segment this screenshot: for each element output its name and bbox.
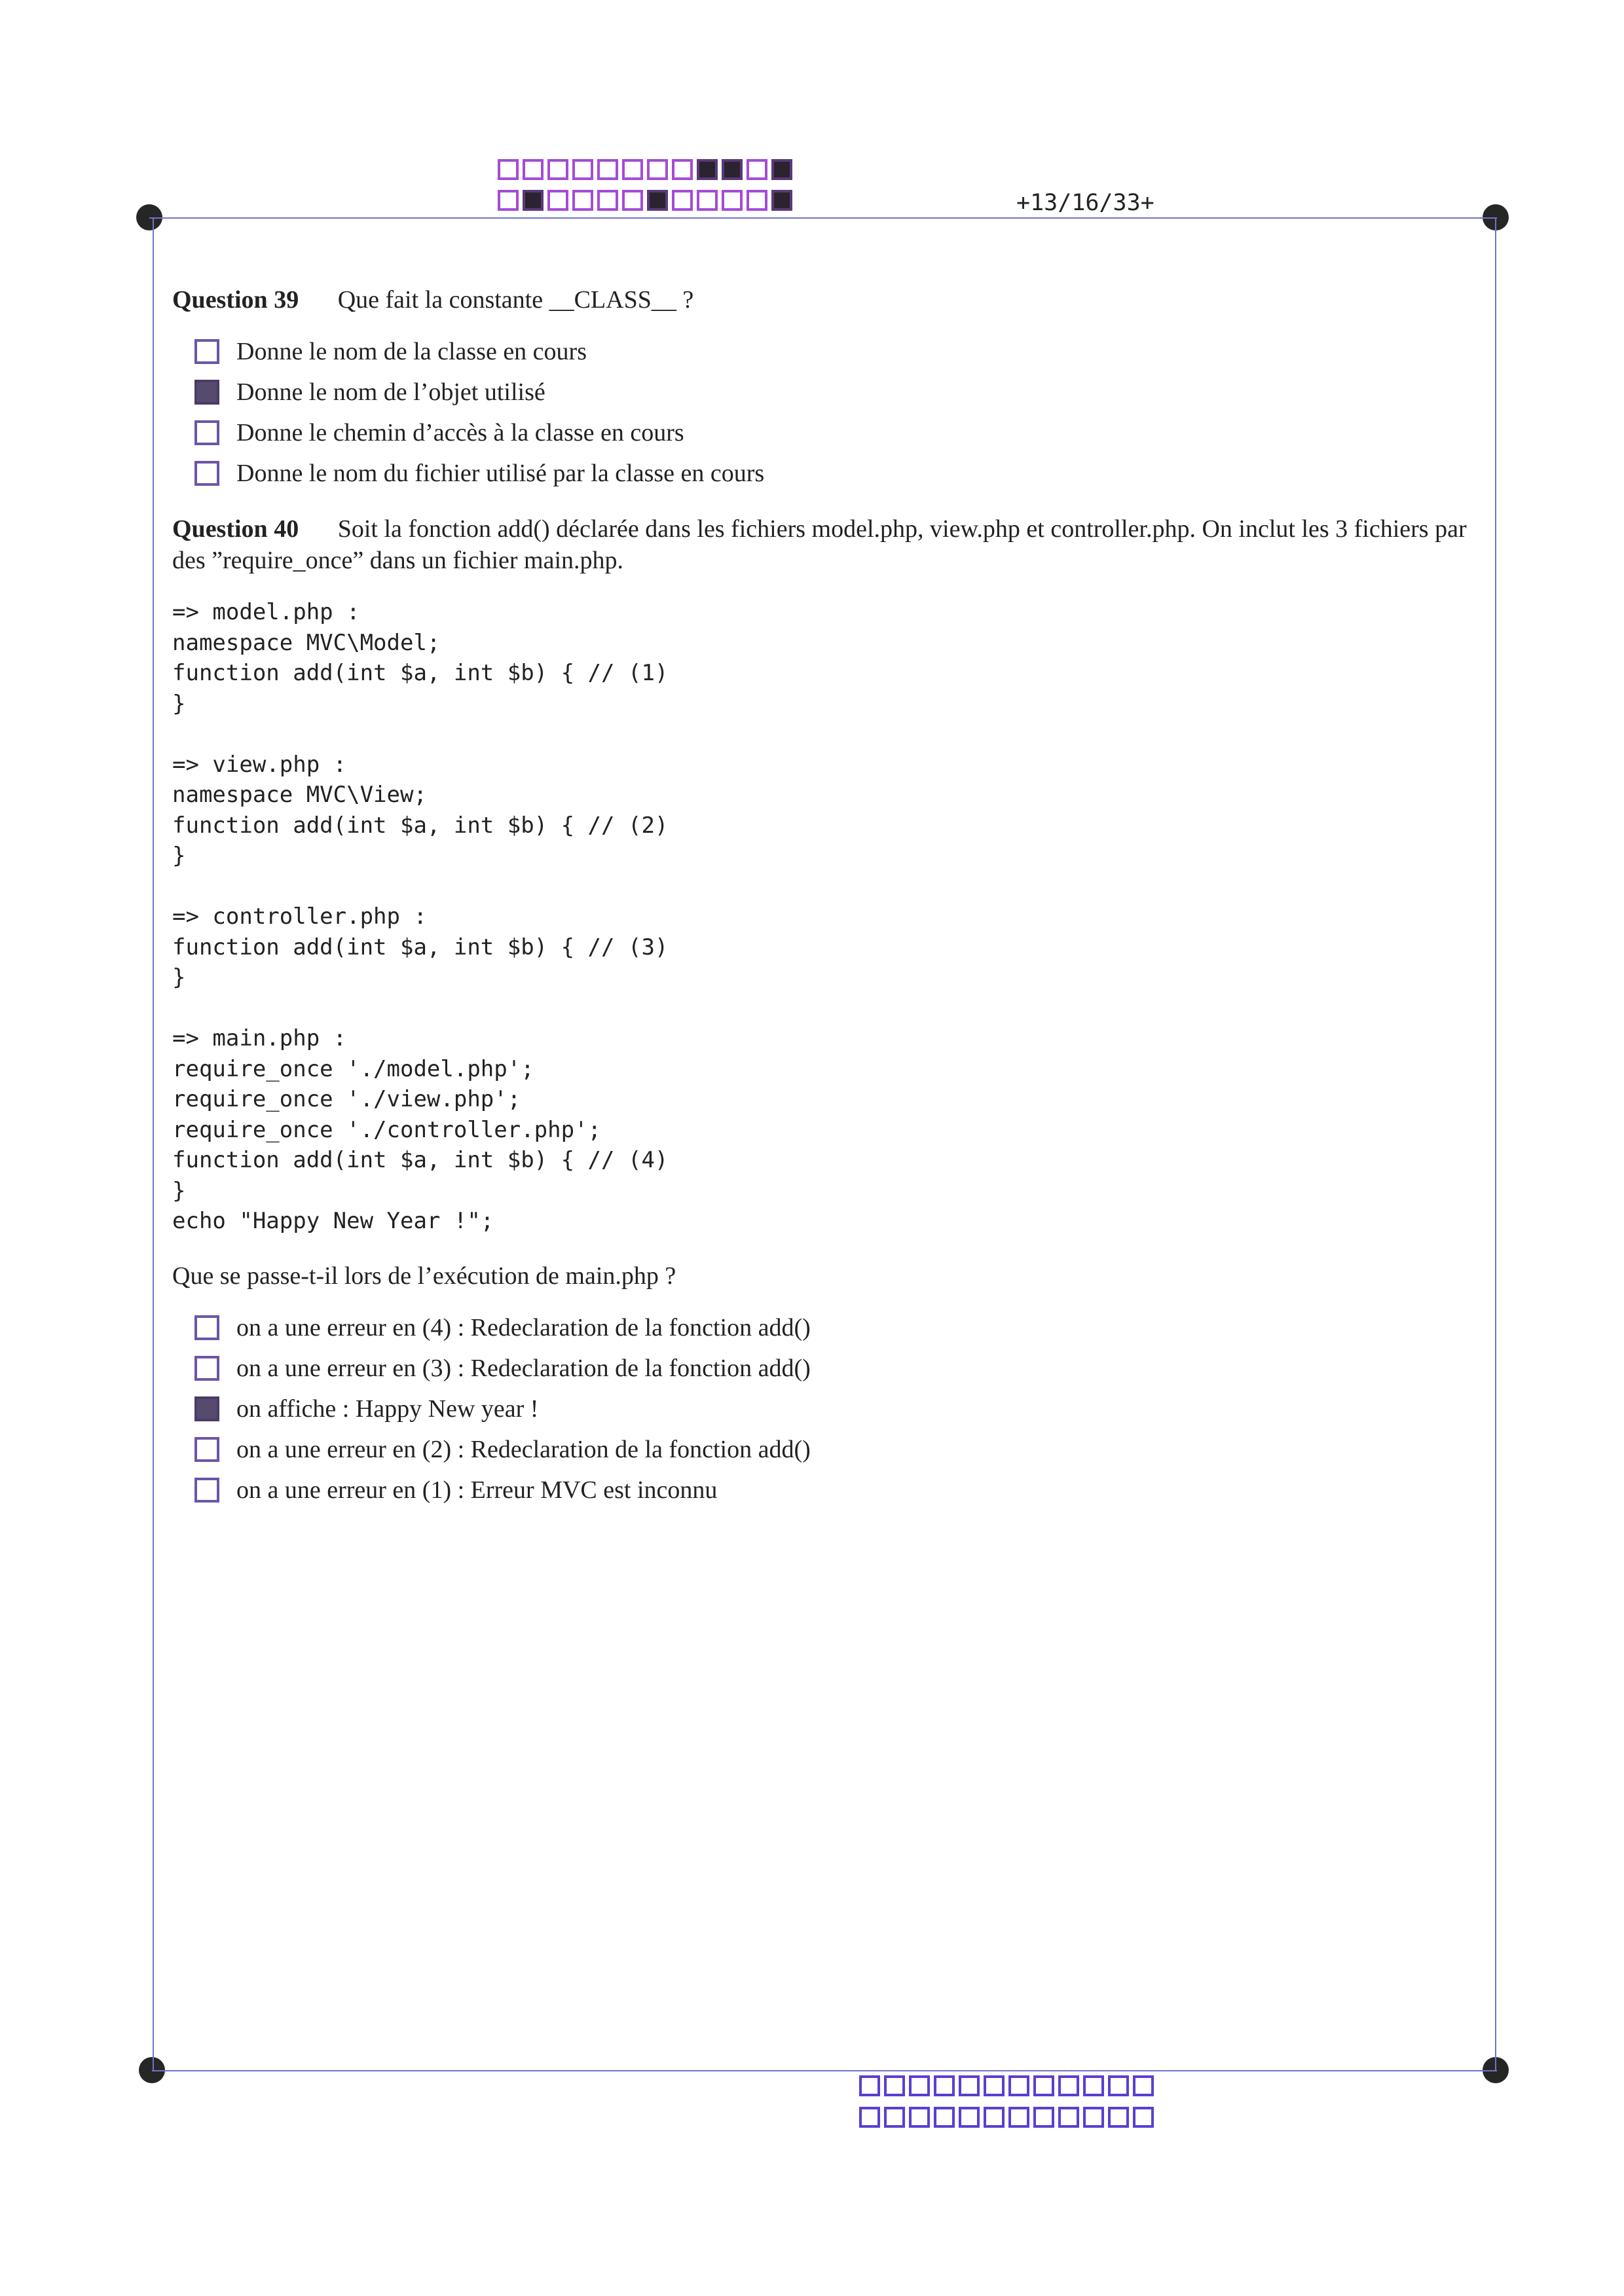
q40-checkbox-4[interactable]	[194, 1437, 219, 1462]
q40-checkbox-3[interactable]	[194, 1396, 219, 1421]
q40-option-5-label: on a une erreur en (1) : Erreur MVC est inconnu	[236, 1476, 718, 1504]
question-39-label: Question 39	[172, 286, 299, 314]
frame-bottom-line	[152, 2070, 1497, 2071]
question-39-header	[172, 284, 1482, 316]
q40-option-1-label: on a une erreur en (4) : Redeclaration de la fonction add()	[236, 1313, 811, 1341]
q39-option-1[interactable]	[194, 331, 1482, 372]
q39-checkbox-4[interactable]	[194, 461, 219, 486]
page-id: +13/16/33+	[1016, 190, 1154, 216]
q40-option-2[interactable]	[194, 1348, 1482, 1389]
frame-top-line	[149, 217, 1497, 219]
q39-option-2[interactable]	[194, 372, 1482, 412]
question-40-prompt: Que se passe-t-il lors de l’exécution de main.php ?	[172, 1262, 676, 1290]
frame-left-line	[153, 217, 154, 2070]
q39-option-3[interactable]	[194, 412, 1482, 453]
question-40-text: Soit la fonction add() déclarée dans les fichiers model.php, view.php et controller.php. On inclut les 3 fichiers par des ”require_once” dans un fichier main.php.	[172, 515, 1467, 574]
q40-option-4[interactable]	[194, 1429, 1482, 1470]
q40-checkbox-2[interactable]	[194, 1356, 219, 1381]
q40-option-5[interactable]	[194, 1470, 1482, 1510]
top-code-strip-1	[498, 159, 792, 180]
q40-option-1[interactable]	[194, 1307, 1482, 1348]
q40-option-3-label: on affiche : Happy New year !	[236, 1394, 539, 1423]
question-40-code-block: => model.php : namespace MVC\Model; function add(int $a, int $b) { // (1) } => view.php : namespace MVC\View; function add(int $a, int $b) { // (2) } => controller.php : function add(int $a, int $b) { // (3) } => main.php : require_once './model.php'; require_once './view.php'; require_once './controller.php'; function add(int $a, int $b) { // (4) } echo "Happy New Year !";	[172, 599, 669, 1234]
question-39-text: Que fait la constante __CLASS__ ?	[337, 286, 694, 314]
q39-checkbox-2[interactable]	[194, 380, 219, 405]
exam-content	[172, 284, 1482, 1510]
q39-option-3-label: Donne le chemin d’accès à la classe en cours	[236, 419, 684, 446]
question-39	[172, 284, 1482, 494]
q40-option-2-label: on a une erreur en (3) : Redeclaration de la fonction add()	[236, 1354, 811, 1382]
question-40	[172, 513, 1482, 1510]
q39-option-2-label: Donne le nom de l’objet utilisé	[236, 378, 545, 406]
q39-option-4[interactable]	[194, 453, 1482, 494]
q40-option-4-label: on a une erreur en (2) : Redeclaration de la fonction add()	[236, 1435, 811, 1463]
bottom-code-strip-1	[859, 2075, 1154, 2096]
q40-checkbox-1[interactable]	[194, 1315, 219, 1340]
q40-option-3[interactable]	[194, 1389, 1482, 1429]
q39-checkbox-1[interactable]	[194, 339, 219, 364]
q39-option-1-label: Donne le nom de la classe en cours	[236, 338, 587, 365]
frame-right-line	[1495, 217, 1496, 2070]
question-40-label: Question 40	[172, 515, 299, 543]
question-39-options	[194, 331, 1482, 494]
q39-option-4-label: Donne le nom du fichier utilisé par la classe en cours	[236, 460, 765, 487]
bottom-code-strip-2	[859, 2107, 1154, 2128]
question-40-header	[172, 513, 1482, 576]
q40-checkbox-5[interactable]	[194, 1478, 219, 1503]
top-code-strip-2	[498, 190, 792, 211]
q39-checkbox-3[interactable]	[194, 420, 219, 445]
question-40-options	[194, 1307, 1482, 1510]
